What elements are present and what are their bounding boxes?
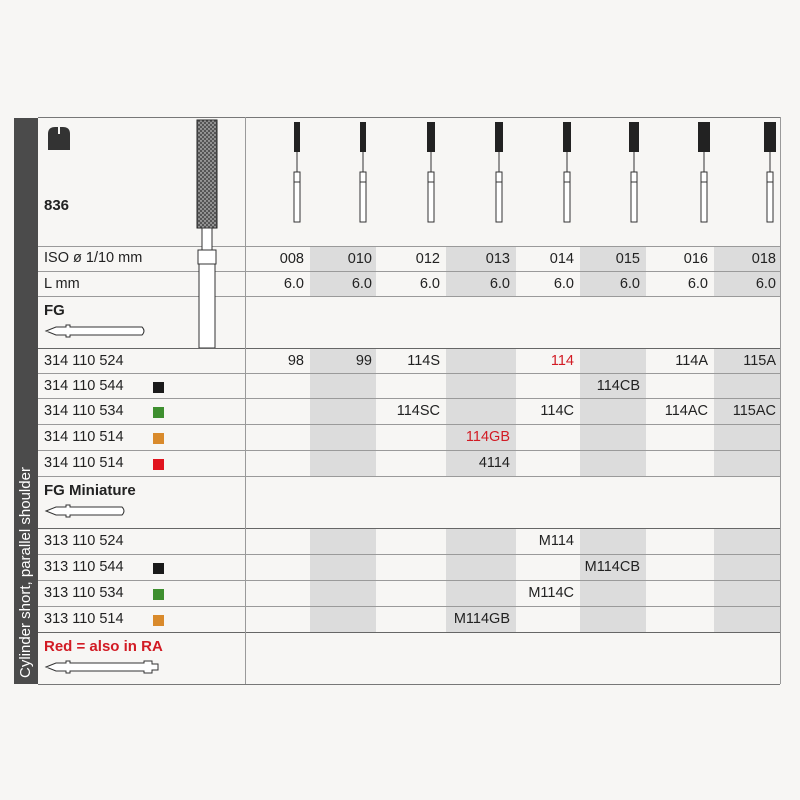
length-value: 6.0	[687, 276, 708, 292]
rule-fg-rows	[38, 348, 780, 349]
section-title-fg: FG	[44, 302, 65, 319]
reference-number: 314 110 514	[44, 455, 124, 471]
reference-number: 313 110 524	[44, 533, 124, 549]
iso-value: 008	[279, 251, 304, 267]
iso-value: 018	[751, 251, 776, 267]
grit-color-swatch	[153, 407, 164, 418]
reference-number: 313 110 534	[44, 585, 124, 601]
reference-number: 313 110 544	[44, 559, 124, 575]
product-number: 115AC	[732, 403, 776, 419]
rule-r5	[38, 476, 780, 477]
product-number: 114AC	[664, 403, 708, 419]
product-number: 115A	[743, 353, 776, 369]
product-number: M114C	[528, 585, 574, 601]
grit-color-swatch	[153, 563, 164, 574]
rule-m3	[38, 606, 780, 607]
grit-color-swatch	[153, 615, 164, 626]
ra-note: Red = also in RA	[44, 638, 163, 655]
iso-value: 016	[683, 251, 708, 267]
product-number: M114GB	[453, 611, 510, 627]
reference-number: 313 110 514	[44, 611, 124, 627]
bur-008-icon	[290, 120, 304, 224]
section-title-fg-miniature: FG Miniature	[44, 482, 136, 499]
iso-value: 010	[347, 251, 372, 267]
bur-012-icon	[424, 120, 438, 224]
large-bur-illustration	[190, 118, 230, 348]
iso-value: 014	[549, 251, 574, 267]
iso-value: 013	[485, 251, 510, 267]
rule-mini-rows	[38, 528, 780, 529]
cylinder-bur-symbol-icon	[44, 124, 74, 154]
rule-iso	[38, 246, 780, 247]
product-number: 114SC	[396, 403, 440, 419]
product-number: 114	[550, 353, 574, 369]
product-number: 114A	[675, 353, 708, 369]
bur-014-icon	[560, 120, 574, 224]
product-number: 114GB	[465, 429, 510, 445]
bur-018-icon	[762, 120, 778, 224]
fg-miniature-shank-icon	[44, 502, 128, 520]
length-value: 6.0	[419, 276, 440, 292]
iso-label: ISO ø 1/10 mm	[44, 250, 143, 266]
grit-color-swatch	[153, 459, 164, 470]
product-number: 4114	[478, 455, 510, 471]
rule-r2	[38, 398, 780, 399]
length-value: 6.0	[619, 276, 640, 292]
bur-016-icon	[696, 120, 712, 224]
reference-number: 314 110 524	[44, 353, 124, 369]
reference-number: 314 110 514	[44, 429, 124, 445]
category-label: Cylinder short, parallel shoulder	[17, 467, 34, 678]
length-label: L mm	[44, 276, 80, 292]
rule-vertical-main	[245, 117, 246, 684]
shade-fg-015	[580, 348, 646, 476]
rule-top	[38, 117, 780, 118]
ra-shank-icon	[44, 656, 168, 678]
reference-number: 314 110 544	[44, 378, 124, 394]
iso-value: 015	[615, 251, 640, 267]
product-number: 114C	[540, 403, 574, 419]
product-code: 836	[44, 197, 70, 214]
product-number: 99	[355, 353, 372, 369]
length-value: 6.0	[755, 276, 776, 292]
product-number: M114	[538, 533, 574, 549]
grit-color-swatch	[153, 589, 164, 600]
fg-shank-icon	[44, 322, 148, 340]
iso-value: 012	[415, 251, 440, 267]
rule-length	[38, 271, 780, 272]
length-value: 6.0	[489, 276, 510, 292]
rule-r4	[38, 450, 780, 451]
rule-vertical-right	[780, 117, 781, 684]
product-number: 98	[287, 353, 304, 369]
bur-015-icon	[626, 120, 642, 224]
length-value: 6.0	[283, 276, 304, 292]
rule-r1	[38, 373, 780, 374]
product-number: M114CB	[584, 559, 640, 575]
rule-m4	[38, 632, 780, 633]
rule-m2	[38, 580, 780, 581]
bur-010-icon	[356, 120, 370, 224]
length-value: 6.0	[553, 276, 574, 292]
rule-bottom	[38, 684, 780, 685]
grit-color-swatch	[153, 433, 164, 444]
length-value: 6.0	[351, 276, 372, 292]
product-number: 114S	[407, 353, 440, 369]
grit-color-swatch	[153, 382, 164, 393]
rule-r3	[38, 424, 780, 425]
bur-013-icon	[492, 120, 506, 224]
rule-m1	[38, 554, 780, 555]
product-number: 114CB	[596, 378, 640, 394]
reference-number: 314 110 534	[44, 403, 124, 419]
rule-fg	[38, 296, 780, 297]
